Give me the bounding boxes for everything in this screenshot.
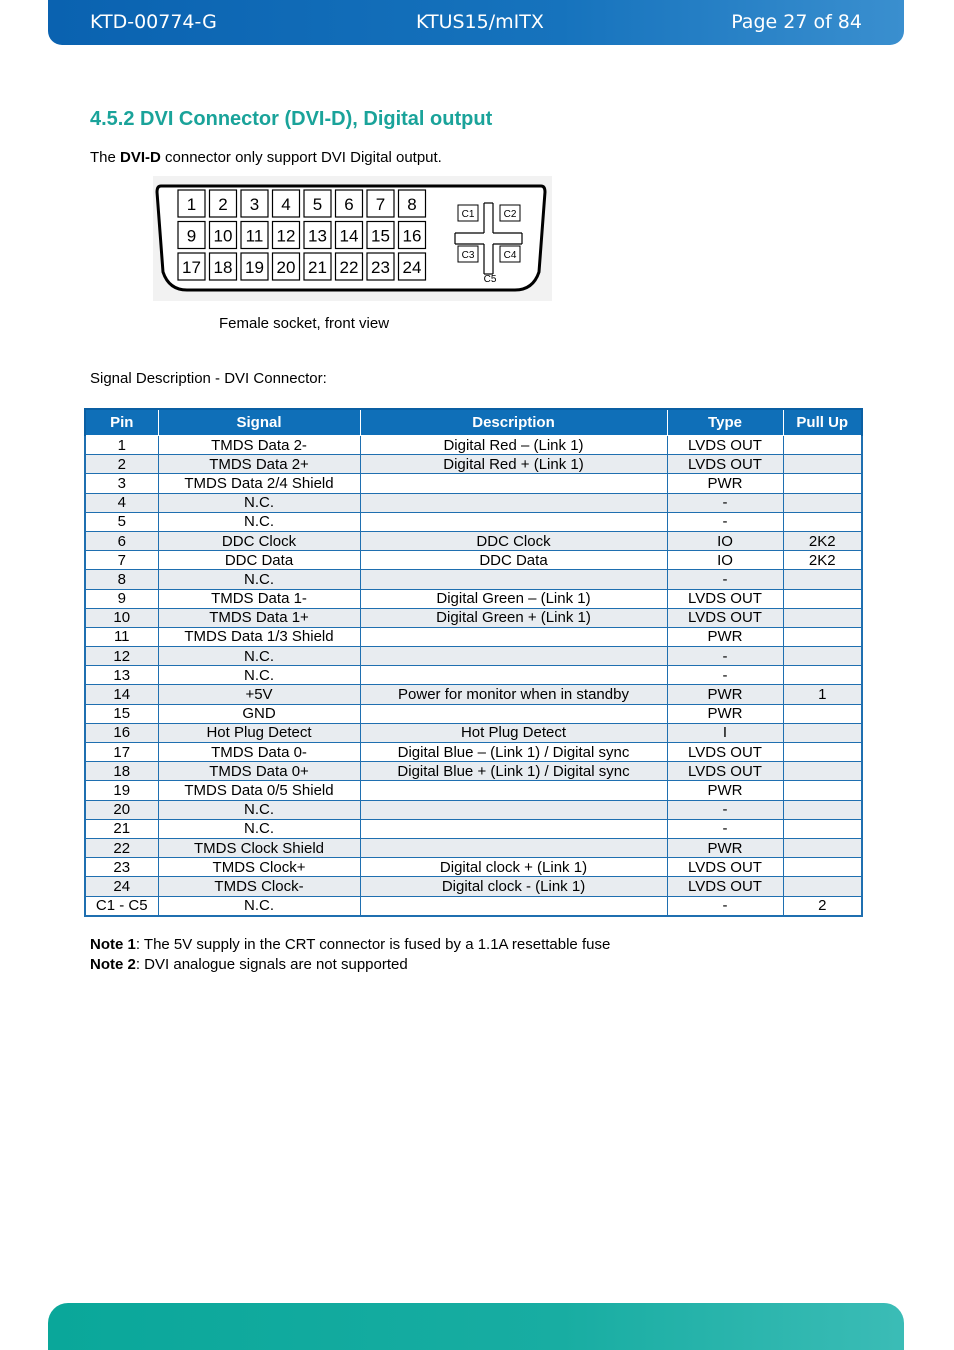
cell-pin: 12 [85, 647, 158, 666]
c-pin-label: C3 [461, 250, 475, 261]
notes [90, 935, 610, 974]
table-row [85, 723, 862, 742]
cell-signal: GND [158, 704, 360, 723]
signal-description-label: Signal Description - DVI Connector: [90, 370, 327, 387]
table-row [85, 512, 862, 531]
cell-pull-up [783, 723, 862, 742]
pin-number: 2 [218, 195, 228, 214]
cell-type: LVDS OUT [667, 608, 783, 627]
cell-pull-up [783, 608, 862, 627]
cell-type: PWR [667, 685, 783, 704]
cell-signal: TMDS Data 2- [158, 436, 360, 455]
cell-type: IO [667, 551, 783, 570]
cell-pull-up [783, 455, 862, 474]
pin-number: 24 [402, 258, 422, 277]
cell-pull-up: 1 [783, 685, 862, 704]
table-row [85, 589, 862, 608]
cell-signal: TMDS Clock- [158, 877, 360, 896]
pin-number: 12 [276, 226, 296, 246]
cell-pull-up [783, 781, 862, 800]
document-id: KTD-00774-G [90, 11, 217, 33]
cell-pull-up [783, 858, 862, 877]
cell-description: Digital clock - (Link 1) [360, 877, 667, 896]
cell-pull-up [783, 589, 862, 608]
pin-number: 6 [344, 195, 354, 214]
cell-pin: 17 [85, 743, 158, 762]
pin-number: 17 [182, 258, 201, 277]
intro-text [90, 149, 442, 166]
cell-pin: 23 [85, 858, 158, 877]
cell-type: - [667, 647, 783, 666]
section-title: 4.5.2 DVI Connector (DVI-D), Digital output [90, 108, 493, 130]
cell-description: Digital Green – (Link 1) [360, 589, 667, 608]
table-row [85, 704, 862, 723]
table-row [85, 570, 862, 589]
cell-pin: 13 [85, 666, 158, 685]
cell-type: LVDS OUT [667, 877, 783, 896]
product-name: KTUS15/mITX [416, 11, 544, 33]
table-row [85, 647, 862, 666]
pin-number: 23 [371, 258, 390, 277]
cell-pin: 4 [85, 493, 158, 512]
intro-bold: DVI-D [120, 149, 161, 166]
table-header-row [85, 409, 862, 436]
cell-description: Digital Red + (Link 1) [360, 455, 667, 474]
cell-pin: 8 [85, 570, 158, 589]
pin-number: 4 [281, 195, 291, 214]
cell-signal: N.C. [158, 570, 360, 589]
cell-description [360, 704, 667, 723]
cell-type: LVDS OUT [667, 762, 783, 781]
cell-type: LVDS OUT [667, 589, 783, 608]
cell-signal: TMDS Data 2+ [158, 455, 360, 474]
cell-type: - [667, 800, 783, 819]
cell-type: LVDS OUT [667, 858, 783, 877]
cell-description: Power for monitor when in standby [360, 685, 667, 704]
cell-signal: TMDS Data 2/4 Shield [158, 474, 360, 493]
cell-signal: N.C. [158, 647, 360, 666]
pin-number: 3 [249, 195, 260, 214]
cell-description: Hot Plug Detect [360, 723, 667, 742]
cell-type: - [667, 666, 783, 685]
cell-pull-up [783, 627, 862, 646]
cell-pin: 14 [85, 685, 158, 704]
cell-signal: N.C. [158, 819, 360, 838]
cell-description [360, 896, 667, 916]
c-pin-label: C2 [503, 209, 517, 220]
table-row [85, 551, 862, 570]
note-2 [90, 955, 610, 975]
cell-description: Digital clock + (Link 1) [360, 858, 667, 877]
cell-signal: +5V [158, 685, 360, 704]
table-row [85, 896, 862, 916]
cell-description [360, 647, 667, 666]
table-row [85, 493, 862, 512]
cell-pull-up [783, 762, 862, 781]
cell-type: PWR [667, 838, 783, 857]
pin-number: 8 [407, 195, 417, 214]
cell-description [360, 838, 667, 857]
cell-type: - [667, 512, 783, 531]
connector-caption: Female socket, front view [219, 315, 390, 332]
cell-signal: TMDS Data 0+ [158, 762, 360, 781]
c5-label: C5 [483, 274, 497, 285]
cell-description [360, 800, 667, 819]
table-row [85, 877, 862, 896]
pin-number: 10 [213, 226, 233, 246]
note-2-label: Note 2 [90, 955, 136, 973]
note-1-label: Note 1 [90, 936, 136, 953]
cell-pin: 3 [85, 474, 158, 493]
cell-pull-up [783, 512, 862, 531]
cell-pin: C1 - C5 [85, 896, 158, 916]
pin-number: 16 [402, 226, 422, 246]
header-type: Type [667, 409, 783, 436]
table-row [85, 858, 862, 877]
cell-description: Digital Blue – (Link 1) / Digital sync [360, 743, 667, 762]
table-row [85, 781, 862, 800]
cell-pull-up [783, 838, 862, 857]
cell-description: Digital Green + (Link 1) [360, 608, 667, 627]
cell-description [360, 570, 667, 589]
pin-number: 7 [375, 195, 386, 214]
page-number: Page 27 of 84 [731, 11, 862, 33]
cell-description [360, 493, 667, 512]
cell-description: Digital Red – (Link 1) [360, 436, 667, 455]
cell-signal: N.C. [158, 493, 360, 512]
pin-number: 11 [245, 226, 264, 246]
cell-signal: N.C. [158, 666, 360, 685]
cell-pull-up [783, 493, 862, 512]
cell-type: - [667, 570, 783, 589]
cell-pull-up [783, 436, 862, 455]
cell-type: I [667, 723, 783, 742]
table-row [85, 800, 862, 819]
table-row [85, 531, 862, 550]
cell-type: - [667, 819, 783, 838]
cell-pull-up [783, 743, 862, 762]
pin-number: 19 [245, 258, 264, 277]
header-signal: Signal [158, 409, 360, 436]
cell-type: LVDS OUT [667, 436, 783, 455]
cell-pin: 18 [85, 762, 158, 781]
cell-signal: TMDS Data 0- [158, 743, 360, 762]
cell-pull-up [783, 800, 862, 819]
cell-signal: N.C. [158, 896, 360, 916]
cell-description: DDC Data [360, 551, 667, 570]
cell-type: PWR [667, 781, 783, 800]
table-row [85, 838, 862, 857]
cell-pull-up: 2K2 [783, 551, 862, 570]
table-row [85, 474, 862, 493]
cell-signal: N.C. [158, 512, 360, 531]
cell-description [360, 781, 667, 800]
cell-pull-up [783, 570, 862, 589]
table-row [85, 762, 862, 781]
cell-pull-up: 2K2 [783, 531, 862, 550]
cell-pin: 21 [85, 819, 158, 838]
pin-number: 5 [312, 195, 323, 214]
cell-description [360, 474, 667, 493]
cell-description [360, 627, 667, 646]
cell-pin: 24 [85, 877, 158, 896]
pin-number: 13 [308, 226, 327, 246]
header-pull-up: Pull Up [783, 409, 862, 436]
cell-type: LVDS OUT [667, 455, 783, 474]
cell-pull-up [783, 474, 862, 493]
cell-pull-up: 2 [783, 896, 862, 916]
c-pin-label: C4 [503, 250, 517, 261]
cell-signal: Hot Plug Detect [158, 723, 360, 742]
table-row [85, 608, 862, 627]
cell-pin: 1 [85, 436, 158, 455]
dvi-signal-table [84, 408, 863, 917]
pin-number: 15 [371, 226, 390, 246]
pin-number: 9 [186, 226, 197, 246]
cell-pull-up [783, 819, 862, 838]
cell-signal: N.C. [158, 800, 360, 819]
cell-signal: TMDS Data 1- [158, 589, 360, 608]
cell-pull-up [783, 647, 862, 666]
cell-type: LVDS OUT [667, 743, 783, 762]
cell-pin: 19 [85, 781, 158, 800]
table-row [85, 455, 862, 474]
cell-pin: 7 [85, 551, 158, 570]
dvi-connector-diagram [153, 176, 552, 301]
cell-pull-up [783, 704, 862, 723]
cell-signal: DDC Data [158, 551, 360, 570]
pin-number: 14 [339, 226, 359, 246]
cell-type: - [667, 896, 783, 916]
header-description: Description [360, 409, 667, 436]
cell-type: PWR [667, 474, 783, 493]
c-pin-label: C1 [461, 209, 475, 220]
connector-drawing [153, 176, 552, 301]
pin-number: 21 [308, 258, 327, 277]
page-footer [48, 1303, 904, 1350]
header-pin: Pin [85, 409, 158, 436]
cell-signal: TMDS Clock+ [158, 858, 360, 877]
cell-description [360, 512, 667, 531]
cell-signal: TMDS Data 0/5 Shield [158, 781, 360, 800]
cell-description: DDC Clock [360, 531, 667, 550]
pin-number: 1 [186, 195, 197, 214]
pin-number: 20 [276, 258, 296, 277]
cell-pin: 20 [85, 800, 158, 819]
intro-suffix: connector only support DVI Digital output. [160, 149, 442, 166]
pin-number: 18 [213, 258, 233, 277]
cell-pin: 10 [85, 608, 158, 627]
cell-pin: 11 [85, 627, 158, 646]
cell-type: PWR [667, 704, 783, 723]
cell-pull-up [783, 666, 862, 685]
cell-pull-up [783, 877, 862, 896]
pin-number: 22 [339, 258, 359, 277]
cell-description [360, 666, 667, 685]
cell-pin: 9 [85, 589, 158, 608]
note-2-text: : DVI analogue signals are not supported [135, 955, 408, 973]
cell-type: IO [667, 531, 783, 550]
table-row [85, 819, 862, 838]
table-row [85, 436, 862, 455]
page-header [48, 0, 904, 45]
table-row [85, 743, 862, 762]
cell-signal: DDC Clock [158, 531, 360, 550]
cell-type: - [667, 493, 783, 512]
table-row [85, 627, 862, 646]
cell-pin: 2 [85, 455, 158, 474]
cell-pin: 16 [85, 723, 158, 742]
cell-type: PWR [667, 627, 783, 646]
cell-pin: 6 [85, 531, 158, 550]
note-1-text: : The 5V supply in the CRT connector is fused by a 1.1A resettable fuse [135, 936, 611, 953]
cell-pin: 15 [85, 704, 158, 723]
cell-signal: TMDS Clock Shield [158, 838, 360, 857]
intro-prefix: The [90, 149, 121, 166]
note-1 [90, 935, 610, 955]
cell-signal: TMDS Data 1/3 Shield [158, 627, 360, 646]
table-row [85, 685, 862, 704]
cell-signal: TMDS Data 1+ [158, 608, 360, 627]
cell-pin: 5 [85, 512, 158, 531]
cell-description: Digital Blue + (Link 1) / Digital sync [360, 762, 667, 781]
cell-pin: 22 [85, 838, 158, 857]
cell-description [360, 819, 667, 838]
table-row [85, 666, 862, 685]
